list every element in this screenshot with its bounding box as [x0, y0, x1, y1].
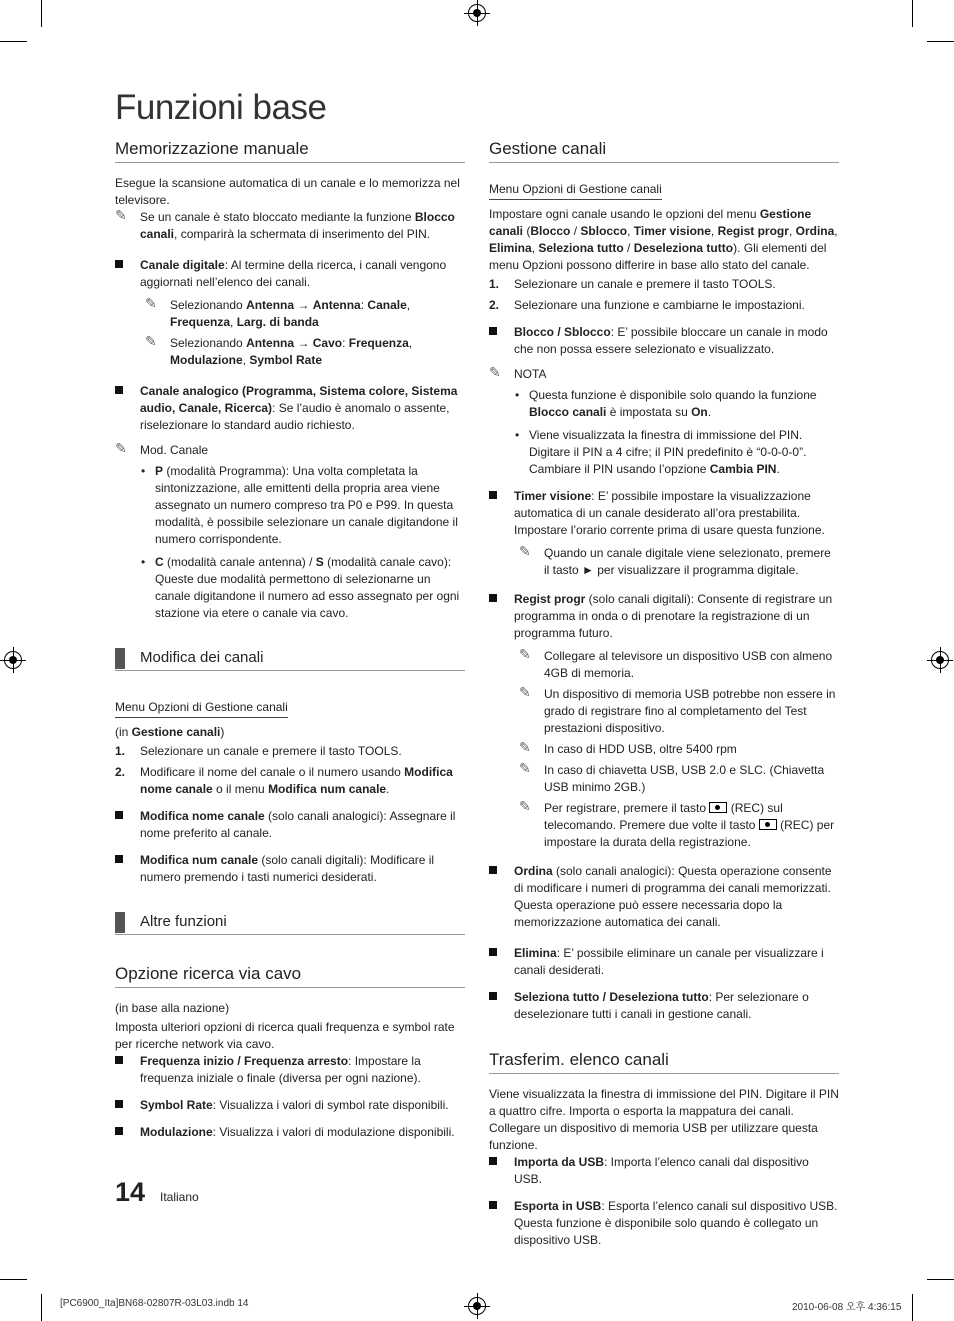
list-item: Canale analogico (Programma, Sistema colore, Sistema audio, Canale, Ricerca): Se l’audio è anomalo o assente, riselezionare lo standard audio richiesto. — [115, 383, 465, 434]
note: ✎ Selezionando Antenna → Antenna: Canale, Frequenza, Larg. di banda — [145, 296, 411, 329]
menu-path: Menu Opzioni di Gestione canali — [115, 699, 288, 718]
crop-mark — [927, 41, 954, 42]
list-item: Elimina: E’ possibile eliminare un canale per visualizzare i canali desiderati. — [489, 945, 839, 979]
note: ✎ Collegare al televisore un dispositivo USB con almeno 4GB di memoria. — [519, 647, 833, 680]
crop-mark — [912, 0, 913, 27]
bullet-square-icon — [115, 855, 123, 863]
numbered-step: 1. Selezionare un canale e premere il tasto TOOLS. — [115, 744, 402, 758]
numbered-step: 2. Modificare il nome del canale o il numero usando Modifica nome canale o il menu Modifica num canale. — [115, 765, 453, 796]
page-number: 14 — [115, 1177, 146, 1207]
bullet-square-icon — [115, 260, 123, 268]
bullet-dot-icon: • — [515, 388, 520, 402]
menu-path: Menu Opzioni di Gestione canali — [489, 181, 662, 200]
list-item: Modifica nome canale (solo canali analogici): Assegnare il nome preferito al canale. — [115, 808, 465, 842]
paragraph: Impostare ogni canale usando le opzioni del menu Gestione canali (Blocco / Sblocco, Timer visione, Regist progr, Ordina, Elimina, Seleziona tutto / Deseleziona tutto). Gli elementi del menu Opzioni possono differire in base allo stato del canale. — [489, 207, 838, 272]
note: ✎ NOTA — [489, 365, 547, 381]
pencil-icon: ✎ — [115, 208, 127, 224]
note: ✎ In caso di chiavetta USB, USB 2.0 e SLC. (Chiavetta USB minimo 2GB.) — [519, 761, 825, 794]
list-item: Importa da USB: Importa l’elenco canali dal dispositivo USB. — [489, 1154, 839, 1188]
bullet-square-icon — [489, 491, 497, 499]
bullet-square-icon — [489, 866, 497, 874]
footer-timestamp: 2010-06-08 오후 4:36:15 — [792, 1302, 902, 1313]
bullet-square-icon — [489, 594, 497, 602]
bullet-square-icon — [489, 948, 497, 956]
bullet-square-icon — [115, 1127, 123, 1135]
registration-mark-icon — [931, 651, 949, 669]
pencil-icon: ✎ — [519, 647, 531, 663]
registration-mark-icon — [468, 4, 486, 22]
numbered-step: 1. Selezionare un canale e premere il tasto TOOLS. — [489, 277, 776, 291]
crop-mark — [0, 41, 27, 42]
bullet-dot-icon: • — [141, 555, 146, 569]
paragraph: Esegue la scansione automatica di un canale e lo memorizza nel televisore. — [115, 176, 460, 207]
bullet-item: • P (modalità Programma): Una volta completata la sintonizzazione, alle emittenti della propria area viene assegnato un numero compreso tra P0 e P99. In questa modalità, è possibile selezionare un canale digitandone il numero corrispondente. — [141, 464, 458, 546]
list-item: Ordina (solo canali analogici): Questa operazione consente di modificare i numeri di programma dei canali memorizzati. Questa operazione può essere necessaria dopo la memorizzazione automatica dei canali. — [489, 863, 839, 931]
pencil-icon: ✎ — [115, 441, 127, 457]
crop-mark — [912, 1294, 913, 1321]
record-button-icon — [759, 819, 777, 830]
bullet-square-icon — [489, 327, 497, 335]
note: ✎ Se un canale è stato bloccato mediante la funzione Blocco canali, comparirà la schermata di inserimento del PIN. — [115, 208, 455, 241]
note: ✎ Quando un canale digitale viene selezionato, premere il tasto ► per visualizzare il programma digitale. — [519, 544, 831, 577]
registration-mark-icon — [4, 651, 22, 669]
note: ✎ In caso di HDD USB, oltre 5400 rpm — [519, 740, 737, 756]
list-item: Modulazione: Visualizza i valori di modulazione disponibili. — [115, 1124, 465, 1141]
subsection-heading: Modifica dei canali — [115, 648, 465, 671]
bullet-item: • Viene visualizzata la finestra di immissione del PIN. Digitare il PIN a 4 cifre; il PIN predefinito è “0-0-0-0”. Cambiare il PIN usando l’opzione Cambia PIN. — [515, 428, 807, 476]
subsection-heading: Altre funzioni — [115, 912, 465, 935]
right-column — [489, 138, 839, 1255]
bullet-item: • Questa funzione è disponibile solo quando la funzione Blocco canali è impostata su On. — [515, 388, 817, 419]
list-item: Timer visione: E’ possibile impostare la visualizzazione automatica di un canale desiderato all’ora prestabilita. Impostare l’orario corrente prima di usare questa funzione. — [489, 488, 839, 539]
section-heading: Opzione ricerca via cavo — [115, 963, 465, 988]
note: ✎ Selezionando Antenna → Cavo: Frequenza, Modulazione, Symbol Rate — [145, 334, 413, 367]
crop-mark — [41, 0, 42, 27]
pencil-icon: ✎ — [519, 685, 531, 701]
language-label: Italiano — [160, 1190, 199, 1204]
note: ✎ Mod. Canale — [115, 441, 209, 457]
list-item: Blocco / Sblocco: E’ possibile bloccare un canale in modo che non possa essere selezionato e visualizzato. — [489, 324, 839, 358]
list-item: Frequenza inizio / Frequenza arresto: Impostare la frequenza iniziale o finale (diversa per ogni nazione). — [115, 1053, 465, 1087]
registration-mark-icon — [468, 1297, 486, 1315]
bullet-square-icon — [489, 992, 497, 1000]
pencil-icon: ✎ — [489, 365, 501, 381]
note: ✎ Per registrare, premere il tasto (REC) sul telecomando. Premere due volte il tasto (REC) per impostare la durata della registrazione. — [519, 799, 835, 849]
pencil-icon: ✎ — [519, 799, 531, 815]
bullet-dot-icon: • — [141, 464, 146, 478]
pencil-icon: ✎ — [519, 544, 531, 560]
list-item: Regist progr (solo canali digitali): Consente di registrare un programma in onda o di prenotare la registrazione di un programma futuro. — [489, 591, 839, 642]
note: ✎ Un dispositivo di memoria USB potrebbe non essere in grado di registrare fino al completamento del Test prestazioni dispositivo. — [519, 685, 836, 735]
record-button-icon — [709, 802, 727, 813]
pencil-icon: ✎ — [519, 740, 531, 756]
bullet-item: • C (modalità canale antenna) / S (modalità canale cavo): Queste due modalità permettono di selezionarne un canale digitandone il numero ad esso assegnato per ogni stazione via etere o canale via cavo. — [141, 555, 460, 620]
crop-mark — [0, 1279, 27, 1280]
pencil-icon: ✎ — [145, 334, 157, 350]
paragraph: Viene visualizzata la finestra di immissione del PIN. Digitare il PIN a quattro cifre. Importa o esporta la mappatura dei canali. Collegare un dispositivo di memoria USB per utilizzare questa funzione. — [489, 1087, 839, 1152]
paragraph: Imposta ulteriori opzioni di ricerca quali frequenza e symbol rate per ricerche network via cavo. — [115, 1020, 455, 1051]
list-item: Esporta in USB: Esporta l’elenco canali sul dispositivo USB. Questa funzione è disponibile solo quando è collegato un dispositivo USB. — [489, 1198, 839, 1249]
numbered-step: 2. Selezionare una funzione e cambiarne le impostazioni. — [489, 298, 805, 312]
crop-mark — [41, 1294, 42, 1321]
section-heading: Memorizzazione manuale — [115, 138, 465, 163]
bullet-square-icon — [115, 386, 123, 394]
pencil-icon: ✎ — [519, 761, 531, 777]
paragraph: (in Gestione canali) — [115, 725, 225, 739]
section-heading: Gestione canali — [489, 138, 839, 163]
list-item: Modifica num canale (solo canali digitali): Modificare il numero premendo i tasti numerici desiderati. — [115, 852, 465, 886]
list-item: Symbol Rate: Visualizza i valori di symbol rate disponibili. — [115, 1097, 465, 1114]
left-column — [115, 138, 465, 1147]
page-title: Funzioni base — [115, 88, 327, 127]
bullet-dot-icon: • — [515, 428, 520, 442]
section-heading: Trasferim. elenco canali — [489, 1049, 839, 1074]
crop-mark — [927, 1279, 954, 1280]
list-item: Seleziona tutto / Deseleziona tutto: Per selezionare o deselezionare tutti i canali in gestione canali. — [489, 989, 839, 1023]
bullet-square-icon — [115, 811, 123, 819]
bullet-square-icon — [115, 1056, 123, 1064]
footer-file-info: [PC6900_Ita]BN68-02807R-03L03.indb 14 — [60, 1298, 249, 1309]
bullet-square-icon — [489, 1157, 497, 1165]
paragraph: (in base alla nazione) — [115, 1001, 230, 1015]
list-item: Canale digitale: Al termine della ricerca, i canali vengono aggiornati nell’elenco dei canali. — [115, 257, 465, 291]
pencil-icon: ✎ — [145, 296, 157, 312]
bullet-square-icon — [489, 1201, 497, 1209]
bullet-square-icon — [115, 1100, 123, 1108]
